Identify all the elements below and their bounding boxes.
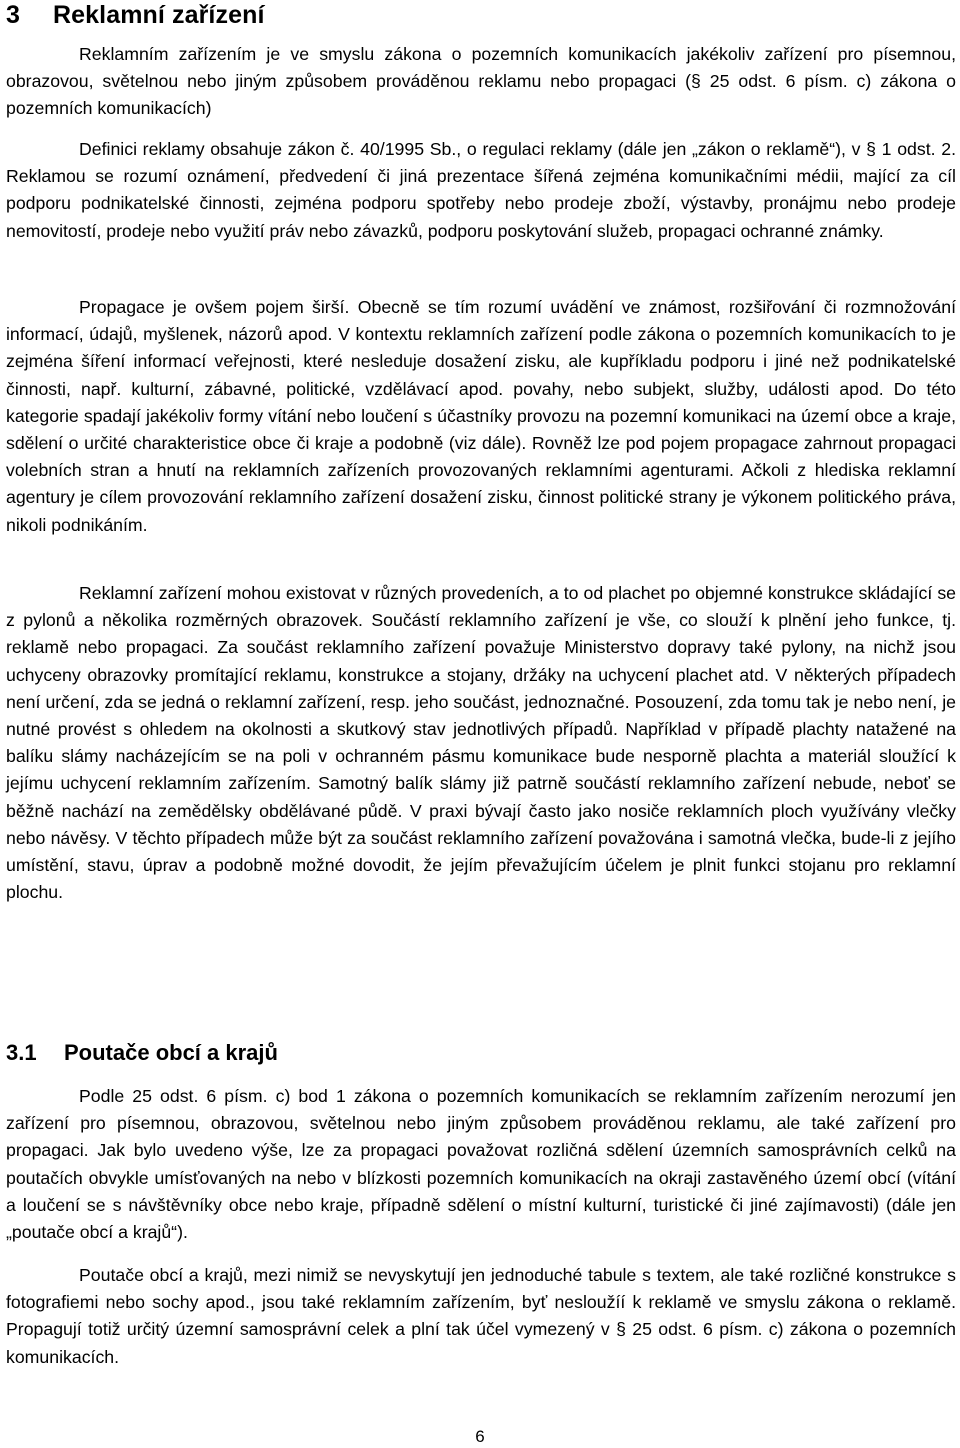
- chapter-heading: [6, 0, 265, 30]
- section-title: Poutače obcí a krajů: [64, 1040, 278, 1065]
- section-paragraph: Podle 25 odst. 6 písm. c) bod 1 zákona o pozemních komunikacích se reklamním zařízením nerozumí jen zařízení pro písemnou, obrazovou, světelnou nebo jiným způsobem prováděnou reklamu, ale také zařízení pro propagaci. Jak bylo uvedeno výše, lze za propagaci považovat rozličná sdělení územních samosprávních celků na poutačích obvykle umísťovaných na nebo v blízkosti pozemních komunikacích na okraji zastavěného území obcí (vítání a loučení se s návštěvníky obce nebo kraje, případně sdělení o místní kulturní, turistické či jiné zajímavosti) (dále jen „poutače obcí a krajů“).: [6, 1086, 956, 1243]
- chapter-paragraph: Definici reklamy obsahuje zákon č. 40/1995 Sb., o regulaci reklamy (dále jen „zákon o reklamě“), v § 1 odst. 2. Reklamou se rozumí oznámení, předvedení či jiná prezentace šířená zejména komunikačními médii, mající za cíl podporu podnikatelské činnosti, zejména podporu spotřeby nebo prodeje zboží, výstavby, pronájmu nebo prodeje nemovitostí, prodeje nebo využití práv nebo závazků, podporu poskytování služeb, propagaci ochranné známky.: [6, 139, 956, 241]
- section-heading: [6, 1039, 278, 1067]
- chapter-paragraph: Reklamní zařízení mohou existovat v různých provedeních, a to od plachet po objemné konstrukce skládající se z pylonů a několika rozměrných obrazovek. Součástí reklamního zařízení je vše, co slouží k plnění jeho funkce, tj. reklamě nebo propagaci. Za součást reklamního zařízení považuje Ministerstvo dopravy také pylony, na nichž jsou uchyceny obrazovky promítající reklamu, konstrukce a stojany, držáky na uchycení plachet atd. V některých případech není určení, zda se jedná o reklamní zařízení, resp. jeho součást, jednoznačné. Posouzení, zda tomu tak je nebo není, je nutné provést s ohledem na okolnosti a skutkový stav jednotlivých případů. Například v případě plachty natažené na balíku slámy nacházejícím se na poli v ochranném pásmu komunikace bude nesporně plachta a materiál sloužící k jejímu uchycení reklamním zařízením. Samotný balík slámy již patrně součástí reklamního zařízení nebude, neboť se běžně nachází na zemědělsky obdělávané půdě. V praxi bývají často jako nosiče reklamních ploch využívány vlečky nebo návěsy. V těchto případech může být za součást reklamního zařízení považována i samotná vlečka, bude-li z jejího umístění, stavu, úprav a podobně možné dovodit, že jejím převažujícím účelem je plnit funkci stojanu pro reklamní plochu.: [6, 583, 956, 903]
- chapter-title: Reklamní zařízení: [53, 1, 265, 29]
- chapter-number: 3: [6, 1, 21, 29]
- page-number: 6: [475, 1427, 485, 1446]
- chapter-paragraph: Propagace je ovšem pojem širší. Obecně se tím rozumí uvádění ve známost, rozšiřování či rozmnožování informací, údajů, myšlenek, názorů apod. V kontextu reklamních zařízení podle zákona o pozemních komunikacích to je zejména šíření informací veřejnosti, které nesleduje dosažení zisku, ale kupříkladu podporu i jiné než podnikatelské činnosti, např. kulturní, zábavné, politické, vzdělávací apod. povahy, nebo subjekt, služby, události apod. Do této kategorie spadají jakékoliv formy vítání nebo loučení s účastníky provozu na pozemní komunikaci na území obce a kraje, sdělení o určité charakteristice obce či kraje a podobně (viz dále). Rovněž lze pod pojem propagace zahrnout propagaci volebních stran a hnutí na reklamních zařízeních provozovaných reklamními agenturami. Ačkoli z hlediska reklamní agentury je cílem provozování reklamního zařízení dosažení zisku, činnost politické strany je výkonem politického práva, nikoli podnikáním.: [6, 297, 956, 535]
- section-number: 3.1: [6, 1040, 37, 1065]
- section-paragraph: Poutače obcí a krajů, mezi nimiž se nevyskytují jen jednoduché tabule s textem, ale také rozličné konstrukce s fotografiemi nebo sochy apod., jsou také reklamním zařízením, byť nesloužíí k reklamě ve smyslu zákona o reklamě. Propagují totiž určitý územní samosprávní celek a plní tak účel vymezený v § 25 odst. 6 písm. c) zákona o pozemních komunikacích.: [6, 1265, 956, 1367]
- chapter-paragraph: Reklamním zařízením je ve smyslu zákona o pozemních komunikacích jakékoliv zařízení pro písemnou, obrazovou, světelnou nebo jiným způsobem prováděnou reklamu nebo propagaci (§ 25 odst. 6 písm. c) zákona o pozemních komunikacích): [6, 44, 956, 119]
